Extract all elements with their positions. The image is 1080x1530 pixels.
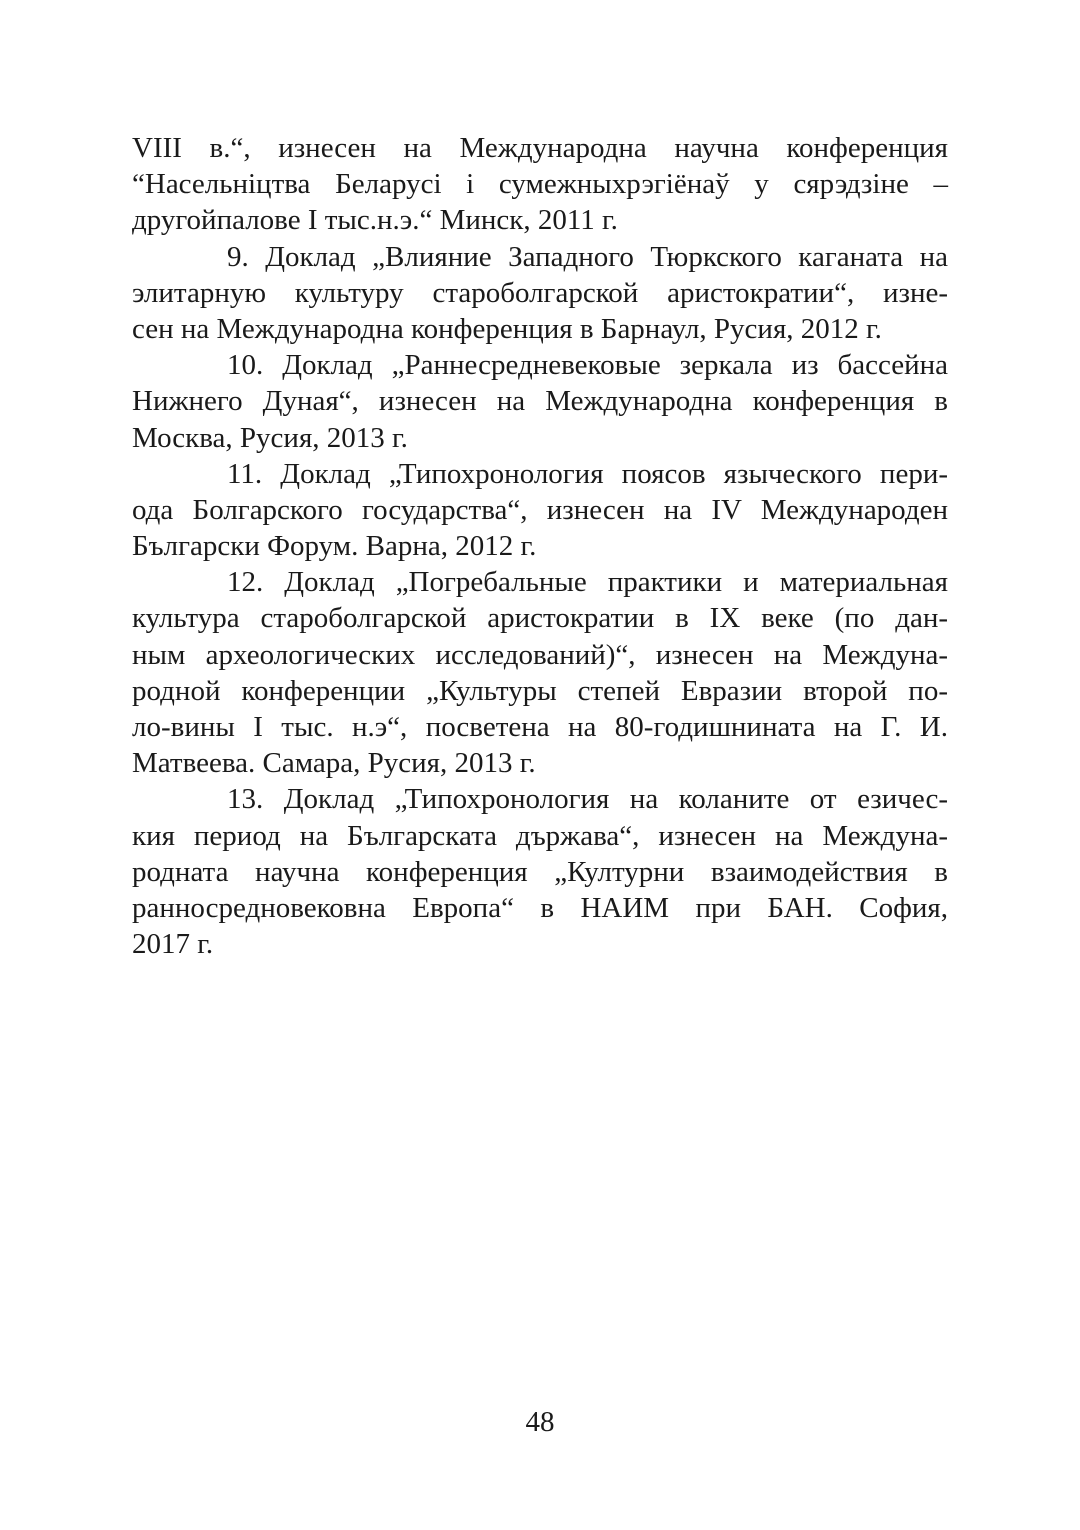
- paragraph-item-9: [132, 239, 948, 348]
- body-text: [132, 130, 948, 962]
- text-line: Български Форум. Варна, 2012 г.: [132, 530, 537, 563]
- paragraph-item-10: [132, 347, 948, 456]
- text-line: ло-вины I тыс. н.э“, посветена на 80-годишнината на Г. И.: [132, 711, 948, 743]
- text-line: “Насельніцтва Беларусі і сумежныхрэгiёнаў у сярэдзіне –: [132, 168, 948, 201]
- paragraph-item-8-continuation: [132, 130, 948, 239]
- text-line: ода Болгарского государства“, изнесен на IV Международен: [132, 493, 948, 526]
- page-number: 48: [525, 1406, 555, 1438]
- text-line: VIII в.“, изнесен на Международна научна конференция: [132, 132, 948, 164]
- text-line: сен на Международна конференция в Барнаул, Русия, 2012 г.: [132, 312, 882, 345]
- text-line: родной конференции „Культуры степей Евразии второй по-: [132, 674, 948, 707]
- text-line: кия период на Българската държава“, изнесен на Междуна-: [132, 819, 948, 852]
- text-line: 9. Доклад „Влияние Западного Тюркского каганата на: [227, 240, 948, 273]
- text-line: 12. Доклад „Погребальные практики и материальная: [227, 566, 948, 599]
- text-line: 13. Доклад „Типохронология на коланите от езичес-: [227, 783, 948, 816]
- text-line: Москва, Русия, 2013 г.: [132, 421, 408, 454]
- text-line: ранносредновековна Европа“ в НАИМ при БАН. София,: [132, 891, 948, 924]
- paragraph-item-11: [132, 456, 948, 565]
- text-line: родната научна конференция „Културни взаимодействия в: [132, 855, 948, 888]
- text-line: 2017 г.: [132, 928, 214, 961]
- text-line: ным археологических исследований)“, изнесен на Междуна-: [132, 638, 948, 671]
- text-line: культура староболгарской аристократии в IX веке (по дан-: [132, 602, 948, 635]
- text-line: другойпалове I тыс.н.э.“ Минск, 2011 г.: [132, 204, 618, 237]
- paragraph-item-13: [132, 781, 948, 962]
- text-line: 11. Доклад „Типохронология поясов языческого пери-: [227, 457, 948, 490]
- text-line: Матвеева. Самара, Русия, 2013 г.: [132, 747, 536, 780]
- text-line: 10. Доклад „Раннесредневековые зеркала из бассейна: [227, 349, 948, 382]
- paragraph-item-12: [132, 564, 948, 781]
- text-line: элитарную культуру староболгарской аристократии“, изне-: [132, 276, 948, 309]
- text-line: Нижнего Дуная“, изнесен на Международна конференция в: [132, 385, 948, 418]
